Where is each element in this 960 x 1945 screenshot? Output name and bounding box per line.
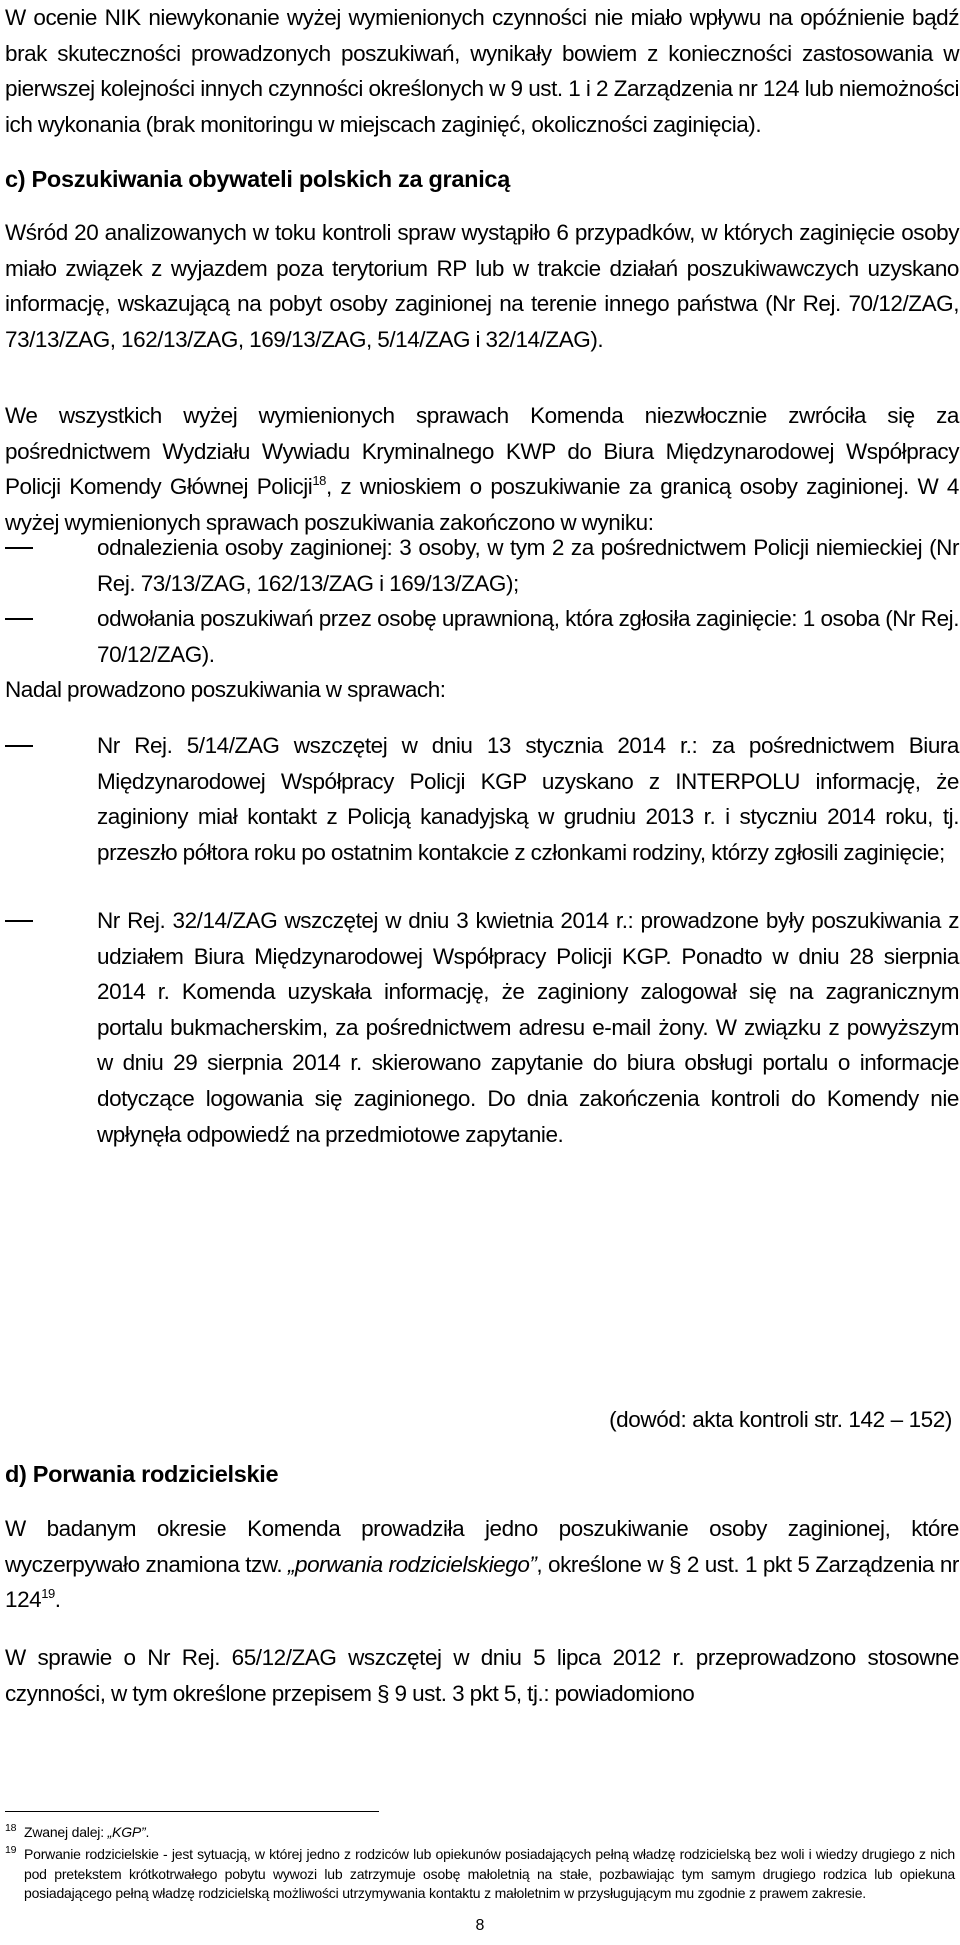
dash-bullet [5,547,33,549]
dash-bullet [5,745,33,747]
footnote-number: 18 [5,1822,17,1834]
footnote-text [24,1823,955,1843]
footnote-number: 19 [5,1844,17,1856]
list-item [5,530,959,601]
evidence-note: (dowód: akta kontroli str. 142 – 152) [609,1407,952,1432]
paragraph-text: , określone w § 2 ust. 1 pkt 5 Zarządzenia nr 124 [5,1551,959,1613]
section-heading-c: c) Poszukiwania obywateli polskich za granicą [5,166,510,192]
footnote-italic: „KGP” [107,1824,146,1840]
section-heading-d: d) Porwania rodzicielskie [5,1461,279,1487]
dash-bullet [5,920,33,922]
paragraph-case-65-12: W sprawie o Nr Rej. 65/12/ZAG wszczętej w dniu 5 lipca 2012 r. przeprowadzono stosowne czynności, w tym określone przepisem § 9 ust. 3 pkt 5, tj.: powiadomiono [5,1645,959,1706]
list-item [5,903,959,1152]
paragraph-nik-assessment: W ocenie NIK niewykonanie wyżej wymienionych czynności nie miało wpływu na opóźnienie bądź brak skuteczności prowadzonych poszukiwań, wynikały bowiem z konieczności zastosowania w pierwszej kolejności innych czynności określonych w 9 ust. 1 i 2 Zarządzenia nr 124 lub niemożności ich wykonania (brak monitoringu w miejscach zaginięć, okoliczności zaginięcia). [5,5,959,137]
paragraph-text: . [54,1587,61,1613]
footnote-ref-19[interactable]: 19 [41,1586,55,1602]
footnote-19 [5,1845,955,1904]
page-number: 8 [475,1917,485,1934]
footnote-text-part: Zwanej dalej: [24,1824,108,1840]
footnote-separator [5,1811,379,1812]
footnote-text-part: . [145,1824,150,1840]
paragraph-cases-abroad: Wśród 20 analizowanych w toku kontroli spraw wystąpiło 6 przypadków, w których zaginięcie osoby miało związek z wyjazdem poza terytorium RP lub w trakcie działań poszukiwawczych uzyskano informację, wskazującą na pobyt osoby zaginionej na terenie innego państwa (Nr Rej. 70/12/ZAG, 73/13/ZAG, 162/13/ZAG, 169/13/ZAG, 5/14/ZAG i 32/14/ZAG). [5,220,959,352]
list-item-text: Nr Rej. 5/14/ZAG wszczętej w dniu 13 stycznia 2014 r.: za pośrednictwem Biura Międzynarodowej Współpracy Policji KGP uzyskano z INTERPOLU informację, że zaginiony miał kontakt z Policją kanadyjską w grudniu 2013 r. i styczniu 2014 roku, tj. przeszło półtora roku po ostatnim kontakcie z członkami rodziny, którzy zgłosili zaginięcie; [97,733,959,865]
paragraph-parental-abduction [5,1511,959,1618]
paragraph-text: W badanym okresie Komenda prowadziła jedno poszukiwanie osoby zaginionej, które wyczerpywało znamiona tzw. [5,1516,959,1577]
footnote-ref-18[interactable]: 18 [312,473,326,489]
dash-bullet [5,618,33,620]
italic-term: „porwania rodzicielskiego” [288,1551,537,1577]
paragraph-text: , z wnioskiem o poszukiwanie za granicą osoby zaginionej. W 4 wyżej wymienionych sprawach poszukiwania zakończono w wyniku: [5,474,959,535]
paragraph-international-cooperation [5,398,959,540]
list-item-text: Nr Rej. 32/14/ZAG wszczętej w dniu 3 kwietnia 2014 r.: prowadzone były poszukiwania z udziałem Biura Międzynarodowej Współpracy Policji KGP. Ponadto w dniu 28 sierpnia 2014 r. Komenda uzyskała informację, że zaginiony zalogował się na zagranicznym portalu bukmacherskim, za pośrednictwem adresu e-mail żony. W związku z powyższym w dniu 29 sierpnia 2014 r. skierowano zapytanie do biura obsługi portalu o informacje dotyczące logowania się zaginionego. Do dnia zakończenia kontroli do Komendy nie wpłynęła odpowiedź na przedmiotowe zapytanie. [97,908,959,1147]
list-item-text: odnalezienia osoby zaginionej: 3 osoby, w tym 2 za pośrednictwem Policji niemieckiej (Nr Rej. 73/13/ZAG, 162/13/ZAG i 169/13/ZAG); [97,535,959,596]
footnote-text: Porwanie rodzicielskie - jest sytuacją, w której jedno z rodziców lub opiekunów posiadających pełną władzę rodzicielską bez woli i wiedzy drugiego z nich pod pretekstem krótkotrwałego pobytu wywozi lub zatrzymuje osobę małoletnią na stałe, pozbawiając tym samym drugiego rodzica lub opiekuna posiadającego pełną władzę rodzicielską możliwości utrzymywania kontaktu z małoletnim w przysługującym mu zgodnie z prawem zakresie. [24,1846,955,1901]
list-item [5,728,959,870]
paragraph-text: We wszystkich wyżej wymienionych sprawach Komenda niezwłocznie zwróciła się za pośrednictwem Wydziału Wywiadu Kryminalnego KWP do Biura Międzynarodowej Współpracy Policji Komendy Głównej Policji [5,403,959,500]
list-item-text: odwołania poszukiwań przez osobę uprawnioną, która zgłosiła zaginięcie: 1 osoba (Nr Rej. 70/12/ZAG). [97,606,959,667]
list-item [5,601,959,672]
footnote-18 [5,1823,955,1843]
paragraph-ongoing-intro: Nadal prowadzono poszukiwania w sprawach: [5,677,446,702]
